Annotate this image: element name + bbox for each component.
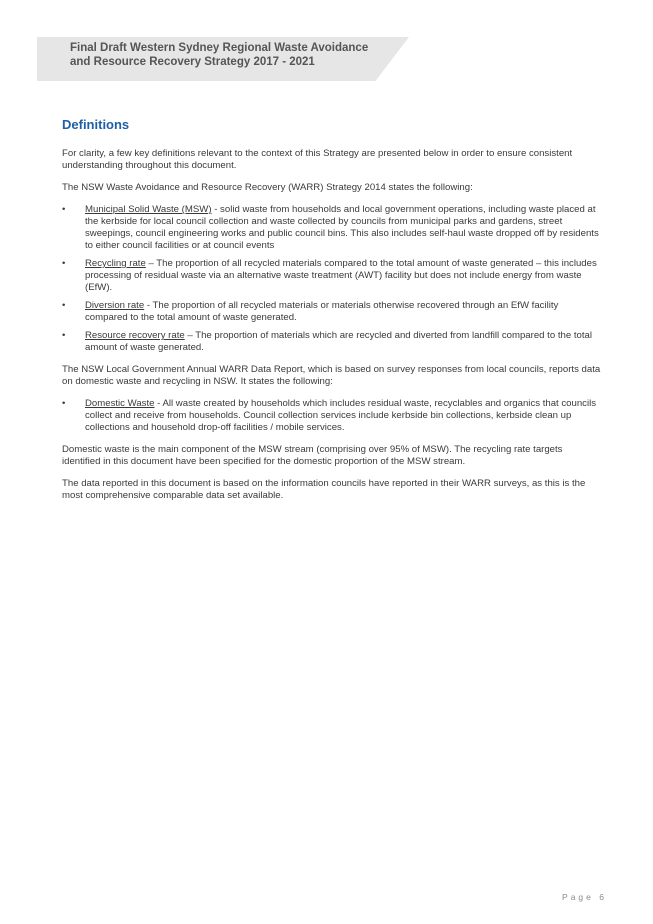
warr-definitions-list [62,204,602,354]
bullet-marker: • [62,300,66,311]
document-title-line-1: Final Draft Western Sydney Regional Waste Avoidance [70,42,369,54]
section-title: Definitions [62,117,130,132]
document-title [70,41,400,69]
page-body [62,117,602,512]
definition-item-resource-recovery-rate [62,330,602,354]
bullet-marker: • [62,330,66,341]
definition-text: – The proportion of all recycled materials compared to the total amount of waste generated – this includes processing of residual waste via an alternative waste treatment (AWT) facility but does not include energy from waste (EfW). [85,258,597,293]
data-source-paragraph: The data reported in this document is based on the information councils have reported in their WARR surveys, as this is the most comprehensive comparable data set available. [62,478,586,501]
definition-text: - All waste created by households which includes residual waste, recyclables and organics that councils collect and receive from households. Council collection services include kerbside bin collections, kerbside clean up collections and household drop-off facilities / mobile services. [85,398,597,433]
definition-term: Domestic Waste [85,398,155,409]
bullet-marker: • [62,204,66,215]
lg-definitions-list [62,398,602,434]
page-label: Page [562,892,594,902]
intro-paragraph: For clarity, a few key definitions relevant to the context of this Strategy are presented below in order to ensure consistent understanding throughout this document. [62,148,573,171]
page-number: 6 [599,892,607,902]
definition-term: Diversion rate [85,300,145,311]
definition-item-recycling-rate [62,258,602,294]
document-title-line-2: and Resource Recovery Strategy 2017 - 2021 [70,56,315,68]
definition-term: Recycling rate [85,258,146,269]
warr-intro-paragraph: The NSW Waste Avoidance and Resource Recovery (WARR) Strategy 2014 states the following: [62,182,473,193]
lg-intro-paragraph: The NSW Local Government Annual WARR Data Report, which is based on survey responses from local councils, reports data on domestic waste and recycling in NSW. It states the following: [62,364,601,387]
definition-item-msw [62,204,602,252]
definition-text: - The proportion of all recycled materials or materials otherwise recovered through an EfW facility compared to the total amount of waste generated. [85,300,559,323]
definition-text: – The proportion of materials which are recycled and diverted from landfill compared to the total amount of waste generated. [85,330,592,353]
definition-item-domestic-waste [62,398,602,434]
page-footer [562,892,607,902]
bullet-marker: • [62,258,66,269]
domestic-waste-paragraph: Domestic waste is the main component of the MSW stream (comprising over 95% of MSW). The recycling rate targets identified in this document have been specified for the domestic proportion of the MSW stream. [62,444,563,467]
bullet-marker: • [62,398,66,409]
definition-term: Municipal Solid Waste (MSW) [85,204,212,215]
definition-term: Resource recovery rate [85,330,185,341]
definition-text: - solid waste from households and local government operations, including waste placed at the kerbside for local council collection and waste collected by councils from municipal parks and gardens, street sweepings, council engineering works and public council bins. This also includes self-haul waste dropped off by residents to either council facilities or at council events [85,204,599,251]
definition-item-diversion-rate [62,300,602,324]
